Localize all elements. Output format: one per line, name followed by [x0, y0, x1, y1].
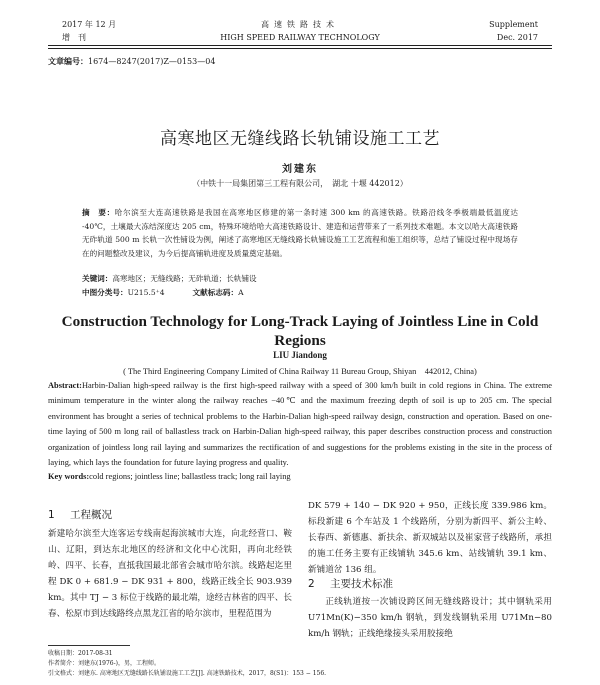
footnote-author-bio: 作者简介：刘建东(1976-)，男，工程师。 — [48, 660, 160, 667]
section-1-heading — [48, 507, 112, 522]
chinese-title: 高寒地区无缝线路长轨铺设施工工艺 — [160, 129, 440, 149]
header-issue: 增 刊 — [62, 33, 86, 42]
clc-value: U215.5⁺4 — [127, 288, 165, 297]
article-number-value: 1674—8247(2017)Z—0153—04 — [88, 57, 216, 66]
chinese-abstract-text: 哈尔滨至大连高速铁路是我国在高寒地区修建的第一条时速 300 km 的高速铁路。铁路沿线冬季极端最低温度达 -40℃，土壤最大冻结深度达 205 cm，特殊环境给哈大高速铁路设计、建造和运营带来了一系列技术难题。本文以哈大高速铁路无砟轨道 500 m 长轨一次性铺设为例，阐述了高寒地区无缝线路长轨铺设施工工艺流程和施工组织等，总结了铺设过程中现场存在的问题整改及建议，为今后提高铺轨进度及质量奠定基础。 — [82, 208, 518, 258]
section-1-continued: DK 579 + 140 − DK 920 + 950，正线长度 339.986 km。标段新建 6 个车站及 1 个线路所，分别为新四平、新公主岭、长春西、新德惠、新扶余、新双城站以及崔家营子线路所，承担的施工任务主要有正线铺轨 345.6 km、站线铺轨 39.1 km、新铺道岔 136 组。 — [308, 501, 552, 575]
section-2-title: 主要技术标准 — [330, 578, 393, 590]
chinese-affiliation: （中铁十一局集团第三工程有限公司， 湖北 十堰 442012） — [192, 179, 408, 188]
chinese-keywords — [82, 273, 257, 284]
section-2-number: 2 — [308, 578, 315, 590]
footnote-citation: 引文格式：刘建东. 高寒地区无缝线路长轨铺设施工工艺[J]. 高速铁路技术，2017，8(S1)：153 − 156. — [48, 670, 327, 677]
doc-code-value: A — [238, 288, 244, 297]
english-keywords-text: cold regions; jointless line; ballastless track; long rail laying — [89, 472, 291, 481]
section-1-body: 新建哈尔滨至大连客运专线南起海滨城市大连，向北经营口、鞍山、辽阳，到达东北地区的经济和文化中心沈阳，再向北经铁岭、四平、长春，直抵我国最北部省会城市哈尔滨。线路起迄里程 DK 0 + 681.9 − DK 931 + 800，线路正线全长 903.939 km。其中 TJ − 3 标位于线路的最北端，途经吉林省的四平、长春、松原市到达线路终点黑龙江省的哈尔滨市，里程范围为 — [48, 529, 292, 619]
section-2-heading — [308, 576, 393, 591]
article-number — [48, 56, 215, 67]
footnote-rule — [48, 645, 130, 646]
classification-line — [82, 287, 244, 298]
header-rule-thick — [48, 45, 552, 46]
running-header-supplement — [489, 18, 538, 44]
header-date-en: Dec. 2017 — [496, 33, 538, 42]
english-abstract-label: Abstract: — [48, 381, 82, 390]
english-abstract-text: Harbin-Dalian high-speed railway is the first high-speed railway with a speed of 300 km/h built in cold regions in China. The extreme minimum temperature in the winter along the railway reaches −40℃ and the maximum freezing depth of soil is up to 205 cm. The special environment has brought a series of technical problems to the Harbin-Dalian high-speed railway design, construction and operation. Based on one-time laying of 500 m long rail of ballastless track on Harbin-Dalian high-speed railway, this paper describes construction process and construction organization of jointless long rail laying and summarizes the rectification of and suggestions for the problems existing in the site in the process of laying, which lays the foundation for future laying progress and quality. — [48, 381, 552, 468]
english-keywords — [48, 472, 291, 481]
header-date: 2017 年 12 月 — [62, 20, 117, 29]
english-abstract — [48, 378, 552, 470]
journal-name-en: HIGH SPEED RAILWAY TECHNOLOGY — [220, 33, 380, 42]
english-affiliation: ( The Third Engineering Company Limited of China Railway 11 Bureau Group, Shiyan 442012, China) — [123, 367, 477, 376]
section-2-body: 正线轨道按一次铺设跨区间无缝线路设计；其中钢轨采用 U71Mn(K)−350 km/h 钢轨，到发线钢轨采用 U71Mn−80 km/h 钢轨；正线绝缘接头采用胶接绝 — [308, 597, 552, 639]
chinese-abstract-label: 摘 要： — [82, 208, 115, 217]
section-1-title: 工程概况 — [70, 509, 112, 521]
chinese-author: 刘建东 — [282, 164, 318, 175]
section-1-number: 1 — [48, 509, 55, 521]
journal-name-cn: 高速铁路技术 — [261, 20, 339, 29]
clc-label: 中图分类号： — [82, 288, 128, 297]
doc-code-label: 文献标志码： — [192, 288, 239, 297]
english-title: Construction Technology for Long-Track Laying of Jointless Line in Cold Regions — [61, 313, 539, 349]
english-author: LIU Jiandong — [273, 350, 327, 360]
footnotes — [48, 649, 552, 679]
chinese-keywords-label: 关键词： — [82, 274, 113, 283]
footnote-received: 收稿日期：2017-08-31 — [48, 650, 113, 657]
english-keywords-label: Key words: — [48, 472, 90, 481]
header-supplement: Supplement — [489, 20, 538, 29]
chinese-keywords-text: 高寒地区；无缝线路；无砟轨道；长轨铺设 — [112, 274, 257, 283]
chinese-abstract — [82, 206, 518, 260]
header-rule-thin — [48, 48, 552, 49]
article-number-label: 文章编号： — [48, 56, 88, 66]
